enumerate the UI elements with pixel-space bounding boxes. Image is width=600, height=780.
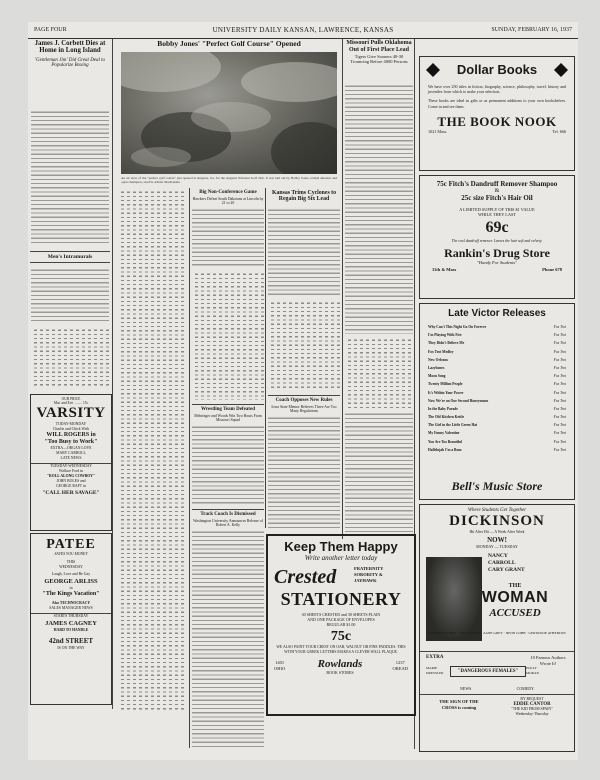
ad-headline: Dollar Books [456, 62, 538, 77]
ad-text: SORORITY & [354, 572, 383, 578]
record-list-item [428, 348, 566, 356]
golf-course-article [116, 40, 342, 48]
ad-price: 69c [485, 219, 509, 236]
theater-name: DICKINSON [449, 513, 545, 529]
record-title: Why Can't This Night Go On Forever [428, 325, 487, 329]
store-phone: Phone 678 [542, 266, 562, 272]
article-headline: Wrestling Team Defeated [201, 407, 255, 412]
ad-text: OUR PRICE [61, 397, 81, 401]
record-list [428, 323, 566, 454]
ad-text: SAVES YOU MONEY [54, 552, 88, 557]
ad-text: "THE KID FROM SPAIN" [511, 707, 553, 712]
ad-text: "CALL HER SAVAGE" [42, 489, 100, 496]
ad-text: MONDAY — TUESDAY [476, 544, 518, 550]
ad-text: The cool dandruff remover. Leaves the hair soft and velvety. [451, 238, 543, 243]
record-type: Fox Trot [553, 431, 566, 436]
article-body-text [345, 84, 413, 334]
record-type: Fox Trot [553, 423, 566, 428]
article-body-text [268, 416, 340, 528]
article-body-text [192, 530, 264, 748]
ad-headline: Keep Them Happy [284, 539, 398, 554]
ad-text: "The Kings Vacation" [42, 590, 100, 597]
ad-text: WILL ROGERS in [46, 431, 96, 438]
record-type: Fox Trot [553, 333, 566, 338]
movie-title: ACCUSED [489, 607, 541, 620]
ad-text: RUPERT HUGHES · VICKI BAUM · ZANE GREY · IRVIN COBB · GERTRUDE ATHERTON [428, 631, 566, 636]
record-list-item [428, 339, 566, 347]
ad-text: WE ALSO PAINT YOUR CREST ON OAR, WALNUT OR FINE PADDLES. THIS WITH YOUR GREEK LETTERS MAKES A CLEVER WALL PLAQUE. [276, 645, 406, 655]
ad-text: NOW! [487, 535, 507, 544]
article-subhead: 'Gentleman Jim' Did Great Deal to Popularize Boxing [34, 57, 106, 69]
record-title: The Old Kitchen Kettle [428, 415, 465, 420]
article-body-text [268, 208, 340, 298]
store-address: 11th & Mass [432, 266, 457, 272]
ad-text: HARD TO HANDLE [53, 627, 89, 632]
article-body-text [345, 412, 413, 532]
movie-title: WOMAN [481, 589, 549, 607]
store-address: 1021 Mass. [428, 129, 448, 135]
article-subhead: Iowa State Mentor Believes Three Are Too Many Regulations [271, 404, 337, 413]
ad-text: STATIONERY [280, 589, 402, 610]
ad-text: MARIE DRESSLER [426, 666, 444, 675]
ad-text: COMEDY [516, 686, 534, 692]
record-list-item [428, 389, 566, 397]
store-phone: Tel. 666 [552, 129, 566, 135]
ad-text: FRATERNITY [354, 566, 384, 572]
ad-text: CROSS is coming [441, 705, 477, 711]
ad-text: in [69, 585, 73, 590]
record-list-item [428, 356, 566, 364]
ad-text: EDDIE CANTOR [513, 702, 551, 708]
ad-text: BOOK STORES [326, 670, 354, 676]
article-headline: Coach Opposes New Rules [275, 398, 333, 403]
store-name: Bell's Music Store [451, 478, 543, 493]
ad-text: 30 SHEETS CRESTED and 30 SHEETS PLAIN [301, 612, 381, 618]
theater-name: VARSITY [36, 405, 106, 421]
rankin-drug-ad [419, 175, 575, 299]
intramurals-text [31, 268, 109, 324]
article-headline: James J. Corbett Dies at Home in Long Island [34, 40, 106, 55]
track-coach-article [192, 509, 264, 527]
ad-text: 1401 [275, 660, 285, 666]
article-subhead: Tigers Give Sooners 40-30 Trouncing Before 4000 Persons [350, 54, 408, 65]
page-number: PAGE FOUR [34, 27, 67, 33]
ad-text: Hit After Hit — A Week After Week [469, 529, 525, 534]
ad-text: Where Students Get Together [467, 508, 527, 513]
record-title: I'm Playing With Fire [428, 333, 462, 338]
article-headline: Track Coach Is Dismissed [200, 512, 256, 517]
ad-text: IS ON THE WAY [57, 646, 85, 651]
record-type: Fox Trot [553, 447, 566, 452]
record-type: Fox Trot [553, 374, 566, 379]
record-type: Fox Trot [553, 357, 566, 362]
article-subhead: Washington University Announces Release of Robert A. Kelly [193, 518, 263, 527]
record-type: Fox Trot [553, 439, 566, 444]
ad-text: 1237 [395, 660, 405, 666]
record-title: You Are Too Beautiful [428, 439, 462, 444]
article-headline: Bobby Jones' "Perfect Golf Course" Opened [157, 39, 301, 48]
ad-text: JOHN BOLES and [56, 479, 86, 484]
record-type: Fox Trot [553, 325, 566, 329]
ad-text: STARTS THURSDAY [31, 613, 111, 619]
record-title: Hallelujah I'm a Bum [428, 447, 462, 452]
record-list-item [428, 446, 566, 454]
record-title: The Girl in the Little Green Hat [428, 423, 478, 428]
record-type: Fox Trot [553, 390, 566, 395]
ad-text: THIS [66, 559, 76, 564]
ad-text: We have over 250 titles in fiction, biography, science, philosophy, travel, history and juveniles from which to make your selection. [428, 84, 566, 95]
ad-text: "ROLL ALONG COWBOY" [46, 473, 96, 478]
record-type: Fox Trot [553, 398, 566, 403]
box-score-table [268, 301, 340, 391]
ad-text: WHILE THEY LAST [478, 212, 516, 217]
theater-name: PATEE [46, 537, 96, 552]
coach-rules-article [268, 395, 340, 413]
ad-text: GEORGE ARLISS [44, 577, 98, 585]
ad-text: 75c Fitch's Dandruff Remover Shampoo [436, 180, 558, 188]
article-body-text [192, 208, 264, 268]
ad-text: EXTRA [426, 655, 444, 661]
intramurals-table [31, 328, 109, 388]
ad-text: TODAY-MONDAY [55, 421, 87, 426]
ad-headline: Late Victor Releases [448, 308, 546, 319]
ad-text: Wednesday-Thursday [515, 712, 549, 717]
ad-text: 42nd STREET [48, 637, 94, 646]
masthead [28, 22, 578, 39]
ad-text: Write another letter today [304, 554, 378, 563]
ad-text: WEDNESDAY [59, 564, 83, 569]
ad-text: TUESDAY-WEDNESDAY [31, 463, 111, 469]
diamond-ornament-icon [554, 63, 568, 77]
box-score-table [118, 190, 186, 710]
article-headline: Missouri Pulls Oklahoma Out of First Place Lead [346, 40, 412, 53]
ad-text: BY REQUEST [520, 697, 544, 702]
ad-text: OREAD [392, 666, 408, 672]
ad-text: & [494, 188, 500, 194]
ad-price: 75c [330, 629, 352, 645]
ad-text: Wallace Ford in [58, 468, 84, 473]
ad-text: JAMES CAGNEY [45, 619, 97, 627]
record-list-item [428, 331, 566, 339]
record-title: Now We're on Our Second Honeymoon [428, 398, 489, 403]
record-list-item [428, 421, 566, 429]
record-list-item [428, 438, 566, 446]
record-list-item [428, 323, 566, 331]
kansas-cyclones-article [268, 190, 340, 203]
ad-text: "DANGEROUS FEMALES" [450, 666, 526, 677]
ad-text: NANCY [488, 553, 508, 560]
record-list-item [428, 364, 566, 372]
record-title: It's Within Your Power [428, 390, 464, 395]
store-name: Rankin's Drug Store [444, 245, 550, 260]
bells-music-ad [419, 303, 575, 500]
ad-text: NEWS [460, 686, 472, 692]
record-list-item [428, 413, 566, 421]
ad-text: Also TECHNOCRACY [51, 600, 91, 605]
ad-text: A LIMITED SUPPLY OF THIS $1 VALUE [459, 207, 535, 212]
ad-text: JAYHAWK [354, 578, 377, 584]
box-score-table [192, 272, 264, 400]
column-rule [265, 188, 266, 528]
ad-text: Laugh, Love and Be Gay [51, 572, 91, 577]
intramurals-header [30, 251, 110, 263]
ad-text: CARY GRANT [488, 567, 525, 574]
book-nook-ad [419, 56, 575, 171]
rowlands-stationery-ad [266, 534, 416, 716]
record-type: Fox Trot [553, 365, 566, 370]
ad-text: MARY CARROLL [56, 451, 86, 456]
newspaper-page [28, 22, 578, 760]
varsity-theater-ad [30, 394, 112, 531]
record-title: In the Baby Parade [428, 406, 458, 411]
ad-text: Crested [274, 566, 337, 589]
record-title: Fox Trot Medley [428, 349, 454, 354]
record-title: New Orleans [428, 357, 448, 362]
ad-text: OHIO [274, 666, 286, 672]
column-rule [342, 39, 343, 539]
ad-text: EXTRA—ORGAN LOVE [50, 445, 92, 450]
paper-title: UNIVERSITY DAILY KANSAN, LAWRENCE, KANSAS [212, 26, 394, 34]
box-score-table [345, 338, 413, 408]
article-headline: Kansas Trims Cyclones to Regain Big Six Lead [271, 190, 337, 203]
article-body-text [192, 425, 264, 505]
record-title: Twenty Million People [428, 382, 463, 387]
wrestling-article [192, 404, 264, 422]
ad-text: CARROLL [488, 560, 516, 567]
photo-caption: An air view of the "perfect golf course" just opened at Augusta, Ga. for the Augusta National Golf club. It was laid out by Bobby Jones, retired amateur and open champion, and Dr. Alister MacKenzie. [121, 176, 337, 185]
ad-text: These books are ideal as gifts or as permanent additions to your own bookshelves. Come in and see them. [428, 98, 566, 109]
record-list-item [428, 372, 566, 380]
ad-text: REGULAR $1.00 [326, 622, 356, 628]
ad-text: THE SIGN OF THE [439, 699, 479, 705]
column-rule [112, 39, 113, 709]
missouri-article [345, 40, 413, 65]
record-title: My Funny Valentine [428, 431, 460, 436]
article-subhead: Mehringer and Woods Win Two Bouts From Missouri Squad [194, 413, 262, 422]
ad-text: THE [508, 583, 522, 590]
issue-date: SUNDAY, FEBRUARY 16, 1937 [491, 27, 572, 33]
ad-text: 10 Famous Authors Wrote It! [530, 655, 566, 667]
diamond-ornament-icon [426, 63, 440, 77]
record-list-item [428, 429, 566, 437]
record-title: Lazybones [428, 365, 445, 370]
record-type: Fox Trot [553, 382, 566, 387]
store-logo: Rowlands [317, 658, 363, 671]
column-rule [189, 188, 190, 748]
ad-text: POLLY MORAN [526, 666, 540, 675]
section-heading: Men's Intramurals [47, 254, 93, 260]
nonconference-article [192, 190, 264, 205]
ad-text: Charlie and Chick With [53, 426, 89, 431]
article-body-text [31, 110, 109, 245]
record-type: Fox Trot [553, 415, 566, 420]
article-subhead: Hawkers Defeat South Dakotans at Lincoln by 21 to 20 [192, 196, 264, 205]
store-name: THE BOOK NOOK [437, 113, 557, 129]
ad-text: AND ONE PACKAGE OF ENVELOPES [307, 617, 375, 623]
ad-text: LATE NEWS [60, 456, 82, 461]
record-list-item [428, 380, 566, 388]
record-title: Moon Song [428, 374, 446, 379]
patee-theater-ad [30, 533, 112, 705]
ad-text: Mat. and Eve. ........ 15c [53, 401, 89, 405]
record-title: They Didn't Believe Me [428, 341, 465, 346]
ad-text: GEORGE RAFT in [56, 484, 86, 489]
record-list-item [428, 405, 566, 413]
record-type: Fox Trot [553, 406, 566, 411]
ad-text: 25c size Fitch's Hair Oil [461, 194, 533, 202]
record-type: Fox Trot [553, 349, 566, 354]
movie-poster [420, 553, 574, 651]
ad-text: "Too Busy to Work" [44, 438, 98, 445]
store-slogan: "Handy For Students" [476, 259, 518, 265]
record-list-item [428, 397, 566, 405]
record-type: Fox Trot [553, 341, 566, 346]
golf-course-photo [121, 52, 337, 174]
dickinson-theater-ad [419, 504, 575, 752]
corbett-article [30, 40, 110, 69]
article-headline: Big Non-Conference Game [199, 190, 257, 195]
ad-text: SALES MANAGER NEWS [49, 606, 93, 611]
